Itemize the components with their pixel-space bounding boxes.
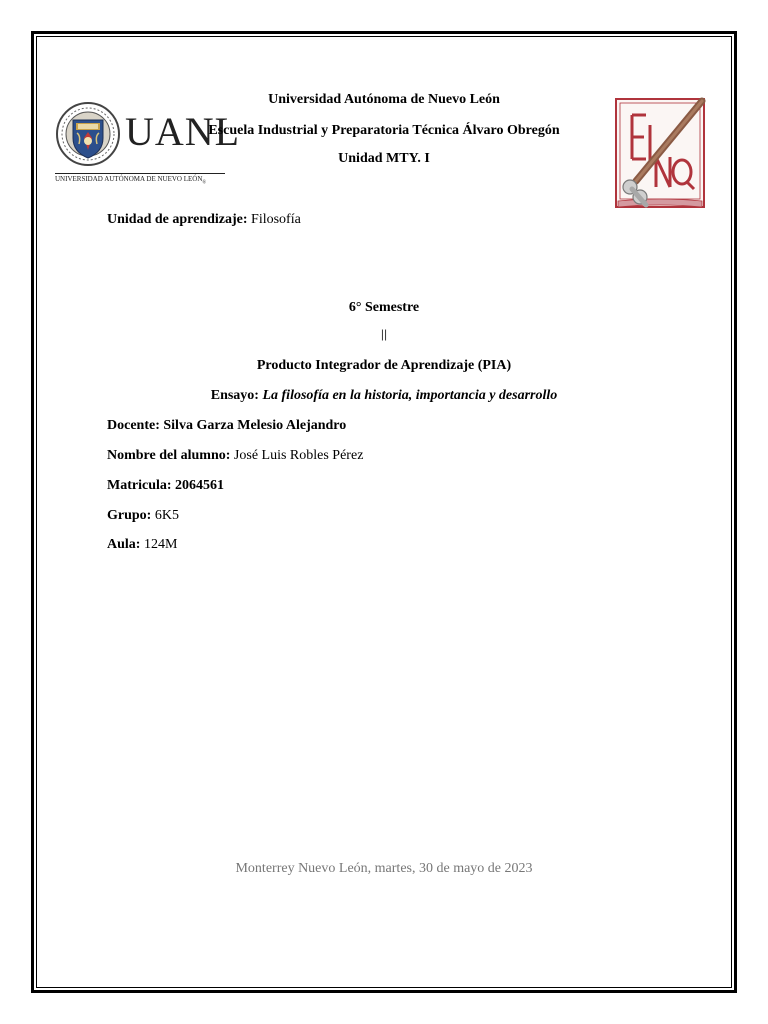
university-name: Universidad Autónoma de Nuevo León	[268, 92, 500, 107]
uanl-logo-rule	[55, 173, 225, 174]
separator: ||	[380, 327, 388, 341]
school-name: Escuela Industrial y Preparatoria Técnica Álvaro Obregón	[208, 123, 560, 138]
id-number-line	[107, 478, 224, 494]
student-label: Nombre del alumno:	[107, 448, 231, 463]
uanl-wordmark: UANL	[125, 109, 241, 154]
group-line	[107, 508, 179, 524]
semester: 6° Semestre	[348, 300, 420, 315]
unit-name: Unidad MTY. I	[338, 151, 430, 166]
teacher-line	[107, 418, 346, 434]
classroom-value: 124M	[143, 537, 178, 552]
course-line	[107, 212, 301, 228]
student-value: José Luis Robles Pérez	[233, 448, 364, 463]
teacher-label: Docente:	[107, 418, 160, 433]
essay-title: La filosofía en la historia, importancia y desarrollo	[262, 388, 558, 403]
classroom-label: Aula:	[107, 537, 141, 552]
group-value: 6K5	[154, 508, 179, 523]
id-number-value: 2064561	[175, 478, 225, 493]
essay-line	[0, 388, 768, 404]
course-value: Filosofía	[251, 212, 301, 227]
essay-label: Ensayo:	[210, 388, 259, 403]
uanl-logo-subtitle: UNIVERSIDAD AUTÓNOMA DE NUEVO $LEÓN_®$	[55, 175, 207, 186]
uanl-logo	[55, 100, 241, 192]
teacher-value: Silva Garza Melesio Alejandro	[163, 418, 347, 433]
classroom-line	[107, 537, 177, 553]
place-date: Monterrey Nuevo León, martes, 30 de mayo de 2023	[235, 861, 533, 876]
id-number-label: Matricula:	[107, 478, 172, 493]
group-label: Grupo:	[107, 508, 152, 523]
student-line	[107, 448, 363, 464]
course-label: Unidad de aprendizaje:	[107, 212, 248, 227]
project-title: Producto Integrador de Aprendizaje (PIA)	[256, 358, 512, 373]
